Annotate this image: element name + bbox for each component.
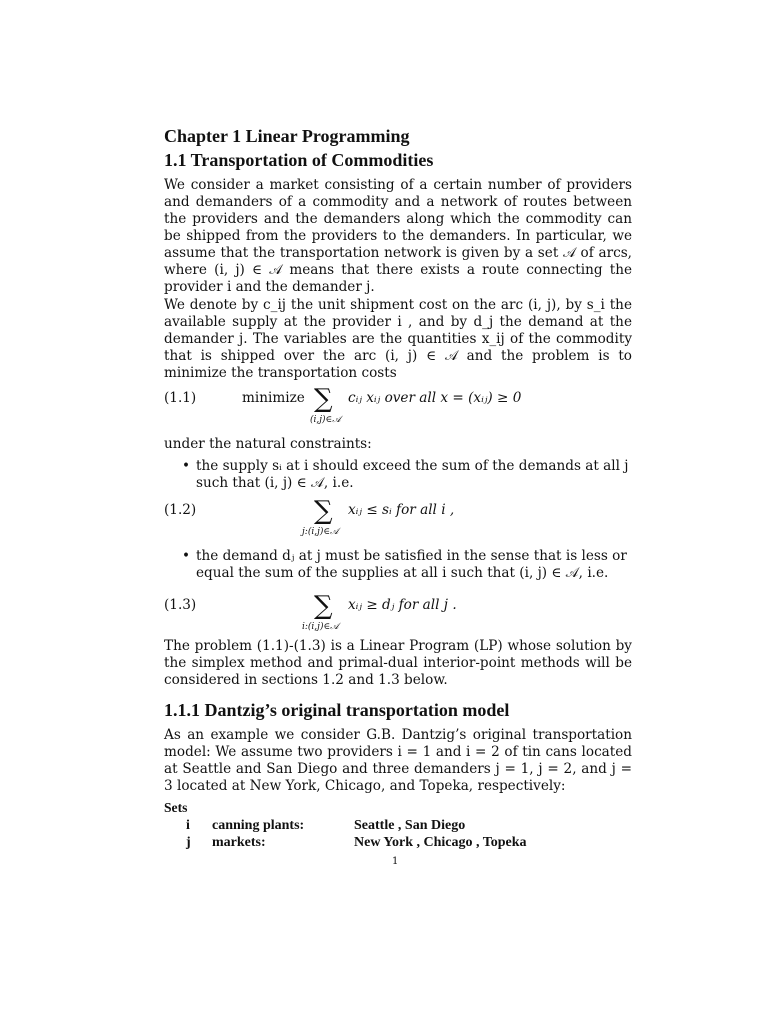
- set-name: canning plants:: [212, 818, 305, 833]
- paragraph-constraints-intro: under the natural constraints:: [164, 436, 372, 452]
- sum-symbol: ∑: [314, 384, 333, 414]
- sum-subscript: (i,j)∈𝒜: [310, 415, 341, 425]
- bullet-supply: [182, 458, 632, 492]
- equation-body: cᵢⱼ xᵢⱼ over all x = (xᵢⱼ) ≥ 0: [348, 390, 522, 406]
- equation-number: (1.3): [164, 597, 197, 613]
- paragraph-lp: The problem (1.1)-(1.3) is a Linear Program (LP) whose solution by the simplex method and primal-dual interior-point methods will be considered in sections 1.2 and 1.3 below.: [164, 638, 632, 688]
- subsection-title: 1.1.1 Dantzig’s original transportation model: [164, 700, 510, 720]
- bullet-icon: •: [182, 458, 191, 474]
- paragraph-variables: We denote by c_ij the unit shipment cost on the arc (i, j), by s_i the available supply at the provider i , and by d_j the demand at the demander j. The variables are the quantities x_ij of the commodity that is shipped over the arc (i, j) ∈ 𝒜 and the problem is to minimize the transportation costs: [164, 297, 632, 381]
- sets-label: Sets: [164, 800, 188, 815]
- bullet-text: the supply sᵢ at i should exceed the sum of the demands at all j such that (i, j) ∈ 𝒜, i.e.: [196, 458, 629, 491]
- set-values: Seattle , San Diego: [354, 818, 466, 833]
- bullet-text: the demand dⱼ at j must be satisfied in the sense that is less or equal the sum of the supplies at all i such that (i, j) ∈ 𝒜, i.e.: [196, 548, 627, 581]
- set-values: New York , Chicago , Topeka: [354, 835, 527, 850]
- page-number: 1: [392, 856, 399, 867]
- equation-lead: minimize: [242, 390, 305, 406]
- paragraph-intro: We consider a market consisting of a certain number of providers and demanders of a commodity and a network of routes between the providers and the demanders along which the commodity can be shipped from the providers to the demanders. In particular, we assume that the transportation network is given by a set 𝒜 of arcs, where (i, j) ∈ 𝒜 means that there exists a route connecting the provider i and the demander j.: [164, 177, 632, 295]
- sum-subscript: i:(i,j)∈𝒜: [302, 622, 339, 632]
- equation-body: xᵢⱼ ≥ dⱼ for all j .: [348, 597, 457, 613]
- equation-body: xᵢⱼ ≤ sᵢ for all i ,: [348, 502, 455, 518]
- paragraph-example: As an example we consider G.B. Dantzig’s original transportation model: We assume two providers i = 1 and i = 2 of tin cans located at Seattle and San Diego and three demanders j = 1, j = 2, and j = 3 located at New York, Chicago, and Topeka, respectively:: [164, 727, 632, 794]
- sum-symbol: ∑: [314, 496, 333, 526]
- set-name: markets:: [212, 835, 266, 850]
- bullet-icon: •: [182, 548, 191, 564]
- equation-1-1: [164, 384, 632, 428]
- section-title: 1.1 Transportation of Commodities: [164, 150, 434, 170]
- bullet-demand: [182, 548, 632, 582]
- chapter-title: Chapter 1 Linear Programming: [164, 126, 410, 146]
- equation-number: (1.1): [164, 390, 197, 406]
- sum-subscript: j:(i,j)∈𝒜: [302, 527, 339, 537]
- equation-1-2: [164, 496, 632, 540]
- equation-number: (1.2): [164, 502, 197, 518]
- equation-1-3: [164, 591, 632, 635]
- set-symbol: i: [186, 818, 190, 833]
- set-symbol: j: [186, 835, 191, 850]
- sum-symbol: ∑: [314, 591, 333, 621]
